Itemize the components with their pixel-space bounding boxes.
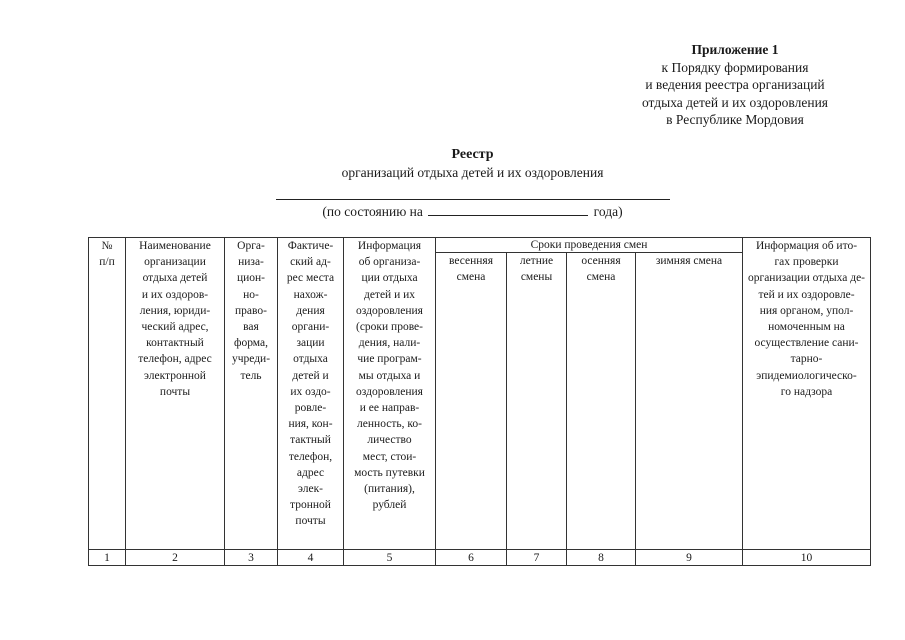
header-text-line: чие програм- bbox=[357, 353, 422, 366]
header-text-line: ский ад- bbox=[290, 256, 331, 269]
header-text-line: рублей bbox=[372, 499, 407, 512]
blank-fill-line bbox=[276, 199, 670, 200]
header-text-line: осуществление сани- bbox=[754, 337, 859, 350]
header-text-line: оздоровления bbox=[356, 304, 423, 317]
status-suffix: года) bbox=[593, 204, 623, 219]
header-text-line: мы отдыха и bbox=[358, 369, 421, 382]
header-text-line: нахож- bbox=[293, 288, 328, 301]
header-text-line: ния, кон- bbox=[288, 418, 333, 431]
header-text-line: почты bbox=[295, 515, 326, 528]
header-text-line: телефон, bbox=[288, 450, 333, 463]
header-text-line: форма, bbox=[234, 337, 268, 350]
header-text-line: эпидемиологическо- bbox=[756, 369, 857, 382]
header-text-line: личество bbox=[367, 434, 412, 447]
header-text-line: организации bbox=[144, 256, 206, 269]
header-text-line: об организа- bbox=[358, 256, 421, 269]
status-line bbox=[200, 203, 745, 220]
col-header-winter-shift bbox=[636, 253, 743, 550]
appendix-line: к Порядку формирования bbox=[661, 59, 809, 75]
header-text-line: ления, юриди- bbox=[139, 304, 211, 317]
header-text-line: но- bbox=[243, 288, 259, 301]
header-text-line: отдыха bbox=[293, 353, 328, 366]
header-text-line: мест, стои- bbox=[362, 450, 417, 463]
header-text-line: дения bbox=[296, 304, 325, 317]
col-header-autumn-shift bbox=[567, 253, 636, 550]
table-header-row bbox=[89, 238, 871, 253]
col-header-spring-shift bbox=[436, 253, 507, 550]
header-text-line: вая bbox=[243, 321, 259, 334]
col-header-info bbox=[344, 238, 436, 550]
header-text-line: почты bbox=[159, 385, 191, 398]
registry-table bbox=[88, 237, 871, 566]
header-text-line: отдыха детей bbox=[142, 272, 208, 285]
status-prefix: (по состоянию на bbox=[322, 204, 423, 219]
header-text-line: тактный bbox=[290, 434, 331, 447]
header-text-line: детей и их bbox=[363, 288, 416, 301]
appendix-title: Приложение 1 bbox=[691, 42, 779, 57]
column-number: 10 bbox=[743, 550, 871, 566]
col-header-name bbox=[126, 238, 225, 550]
header-text-line: тель bbox=[240, 369, 262, 382]
header-text-line: низа- bbox=[238, 256, 264, 269]
appendix-block bbox=[590, 41, 880, 129]
column-number: 8 bbox=[567, 550, 636, 566]
header-text-line: Информация bbox=[357, 240, 422, 252]
header-text-line: ческий адрес, bbox=[141, 321, 209, 334]
header-text-line: Наименование bbox=[139, 240, 211, 252]
header-text-line: Информация об ито- bbox=[755, 240, 858, 252]
header-text-line: (сроки прове- bbox=[355, 321, 423, 334]
header-text-line: зации bbox=[296, 337, 325, 350]
document-title: Реестр bbox=[451, 147, 494, 162]
document-subtitle: организаций отдыха детей и их оздоровления bbox=[341, 165, 604, 180]
header-text-line: летние bbox=[519, 255, 554, 267]
header-text-line: ленность, ко- bbox=[357, 418, 422, 431]
header-text-line: Фактиче- bbox=[287, 240, 334, 252]
header-text-line: смены bbox=[520, 271, 553, 284]
column-number: 6 bbox=[436, 550, 507, 566]
header-text-line: (питания), bbox=[364, 483, 415, 496]
header-text-line: контактный bbox=[146, 337, 204, 350]
column-number: 2 bbox=[126, 550, 225, 566]
header-text-line: тарно- bbox=[790, 353, 823, 366]
header-text-line: мость путевки bbox=[354, 466, 425, 479]
column-numbers-row bbox=[89, 550, 871, 566]
appendix-line: в Республике Мордовия bbox=[666, 112, 804, 127]
header-text-line: весенняя bbox=[449, 255, 493, 267]
header-text-line: ровле- bbox=[294, 402, 327, 415]
header-text-line: № bbox=[101, 240, 113, 252]
column-number: 9 bbox=[636, 550, 743, 566]
header-text-line: рес места bbox=[286, 272, 335, 285]
column-number: 5 bbox=[344, 550, 436, 566]
header-text-line: детей и bbox=[292, 369, 329, 382]
date-blank bbox=[428, 203, 588, 216]
col-header-number bbox=[89, 238, 126, 550]
column-number: 3 bbox=[225, 550, 278, 566]
header-text-line: п/п bbox=[99, 256, 115, 269]
header-text-line: ния органом, упол- bbox=[759, 304, 854, 317]
document-heading bbox=[200, 146, 745, 182]
header-text-line: право- bbox=[235, 304, 267, 317]
column-number: 4 bbox=[278, 550, 344, 566]
header-text-line: смена bbox=[586, 271, 616, 284]
appendix-line: отдыха детей и их оздоровления bbox=[641, 94, 828, 110]
header-text-line: оздоровления bbox=[356, 385, 423, 398]
col-header-inspection bbox=[743, 238, 871, 550]
header-text-line: тей и их оздоровле- bbox=[758, 288, 855, 301]
header-text-line: тронной bbox=[290, 499, 331, 512]
col-header-summer-shifts bbox=[507, 253, 567, 550]
col-header-legal-form bbox=[225, 238, 278, 550]
header-text-line: ции отдыха bbox=[361, 272, 418, 285]
column-number: 1 bbox=[89, 550, 126, 566]
appendix-line: и ведения реестра организаций bbox=[645, 77, 825, 92]
header-text-line: смена bbox=[456, 271, 486, 284]
col-header-actual-address bbox=[278, 238, 344, 550]
header-text-line: осенняя bbox=[581, 255, 621, 267]
header-text-line: цион- bbox=[236, 272, 266, 285]
header-text-line: го надзора bbox=[780, 385, 833, 398]
header-text-line: учреди- bbox=[231, 353, 271, 366]
header-text-line: органи- bbox=[291, 321, 330, 334]
header-text-line: электронной bbox=[144, 369, 206, 382]
header-text-line: организации отдыха де- bbox=[747, 272, 866, 285]
column-number: 7 bbox=[507, 550, 567, 566]
header-text-line: гах проверки bbox=[774, 256, 839, 269]
header-text-line: телефон, адрес bbox=[138, 353, 212, 366]
header-text-line: номоченным на bbox=[768, 321, 845, 334]
header-text-line: дения, нали- bbox=[358, 337, 421, 350]
header-text-line: Орга- bbox=[237, 240, 265, 252]
header-text-line: элек- bbox=[298, 483, 323, 496]
header-text-line: их оздо- bbox=[290, 385, 331, 398]
col-header-shifts: Сроки проведения смен bbox=[436, 238, 743, 253]
header-text-line: адрес bbox=[296, 466, 325, 479]
header-text-line: и их оздоров- bbox=[141, 288, 209, 301]
header-text-line: и ее направ- bbox=[359, 402, 420, 415]
header-text-line: зимняя смена bbox=[655, 255, 723, 267]
